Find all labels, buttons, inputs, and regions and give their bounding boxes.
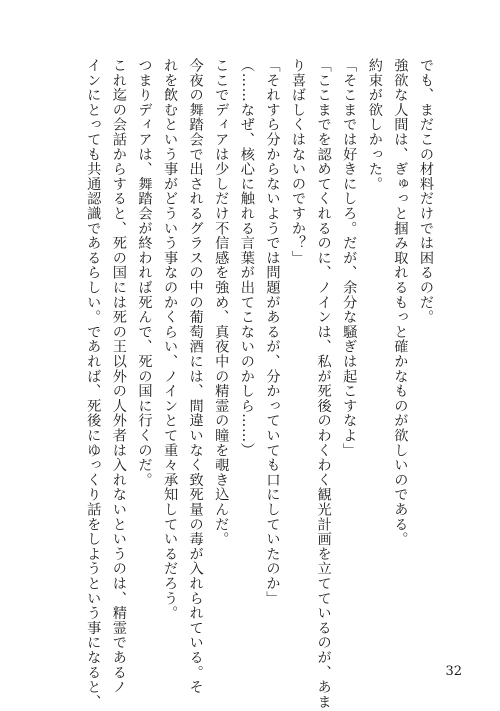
text-line: 強欲な人間は、ぎゅっと掴み取れるもっと確かなものが欲しいのである。 <box>392 58 409 547</box>
vertical-text-body <box>80 58 438 710</box>
text-line: これ迄の会話からすると、死の国には死の王以外の人外者は入れないというのは、精霊であるノ <box>110 58 127 695</box>
text-line: 約束が欲しかった。 <box>366 58 383 192</box>
text-line: れを飲むという事がどういう事なのかくらい、ノインとて重々承知しているだろう。 <box>162 58 179 621</box>
text-line: （……なぜ、核心に触れる言葉が出てこないのかしら……） <box>238 58 255 458</box>
text-line: でも、まだこの材料だけでは困るのだ。 <box>418 58 434 325</box>
text-line: 「ここまでを認めてくれるのに、ノインは、私が死後のわくわく観光計画を立てているのが、あま <box>315 58 332 710</box>
text-line: 「それすら分からないようでは問題があるが、分かっていても口にしていたのか」 <box>264 58 281 606</box>
text-line: り喜ばしくはないのですか？」 <box>290 58 307 266</box>
text-line: 「そこまでは好きにしろ。だが、余分な騒ぎは起こすなよ」 <box>341 58 358 458</box>
text-line: 今夜の舞踏会で出されるグラスの中の葡萄酒には、間違いなく致死量の毒が入れられている。そ <box>187 58 204 695</box>
text-line: つまりディアは、舞踏会が終われば死んで、死の国に行くのだ。 <box>136 58 153 488</box>
text-line: ここでディアは少しだけ不信感を強め、真夜中の精霊の瞳を覗き込んだ。 <box>213 58 230 547</box>
page-number: 32 <box>445 664 462 679</box>
text-line: インにとっても共通認識であるらしい。であれば、死後にゆっくり話をしようという事になると、 <box>85 58 102 710</box>
